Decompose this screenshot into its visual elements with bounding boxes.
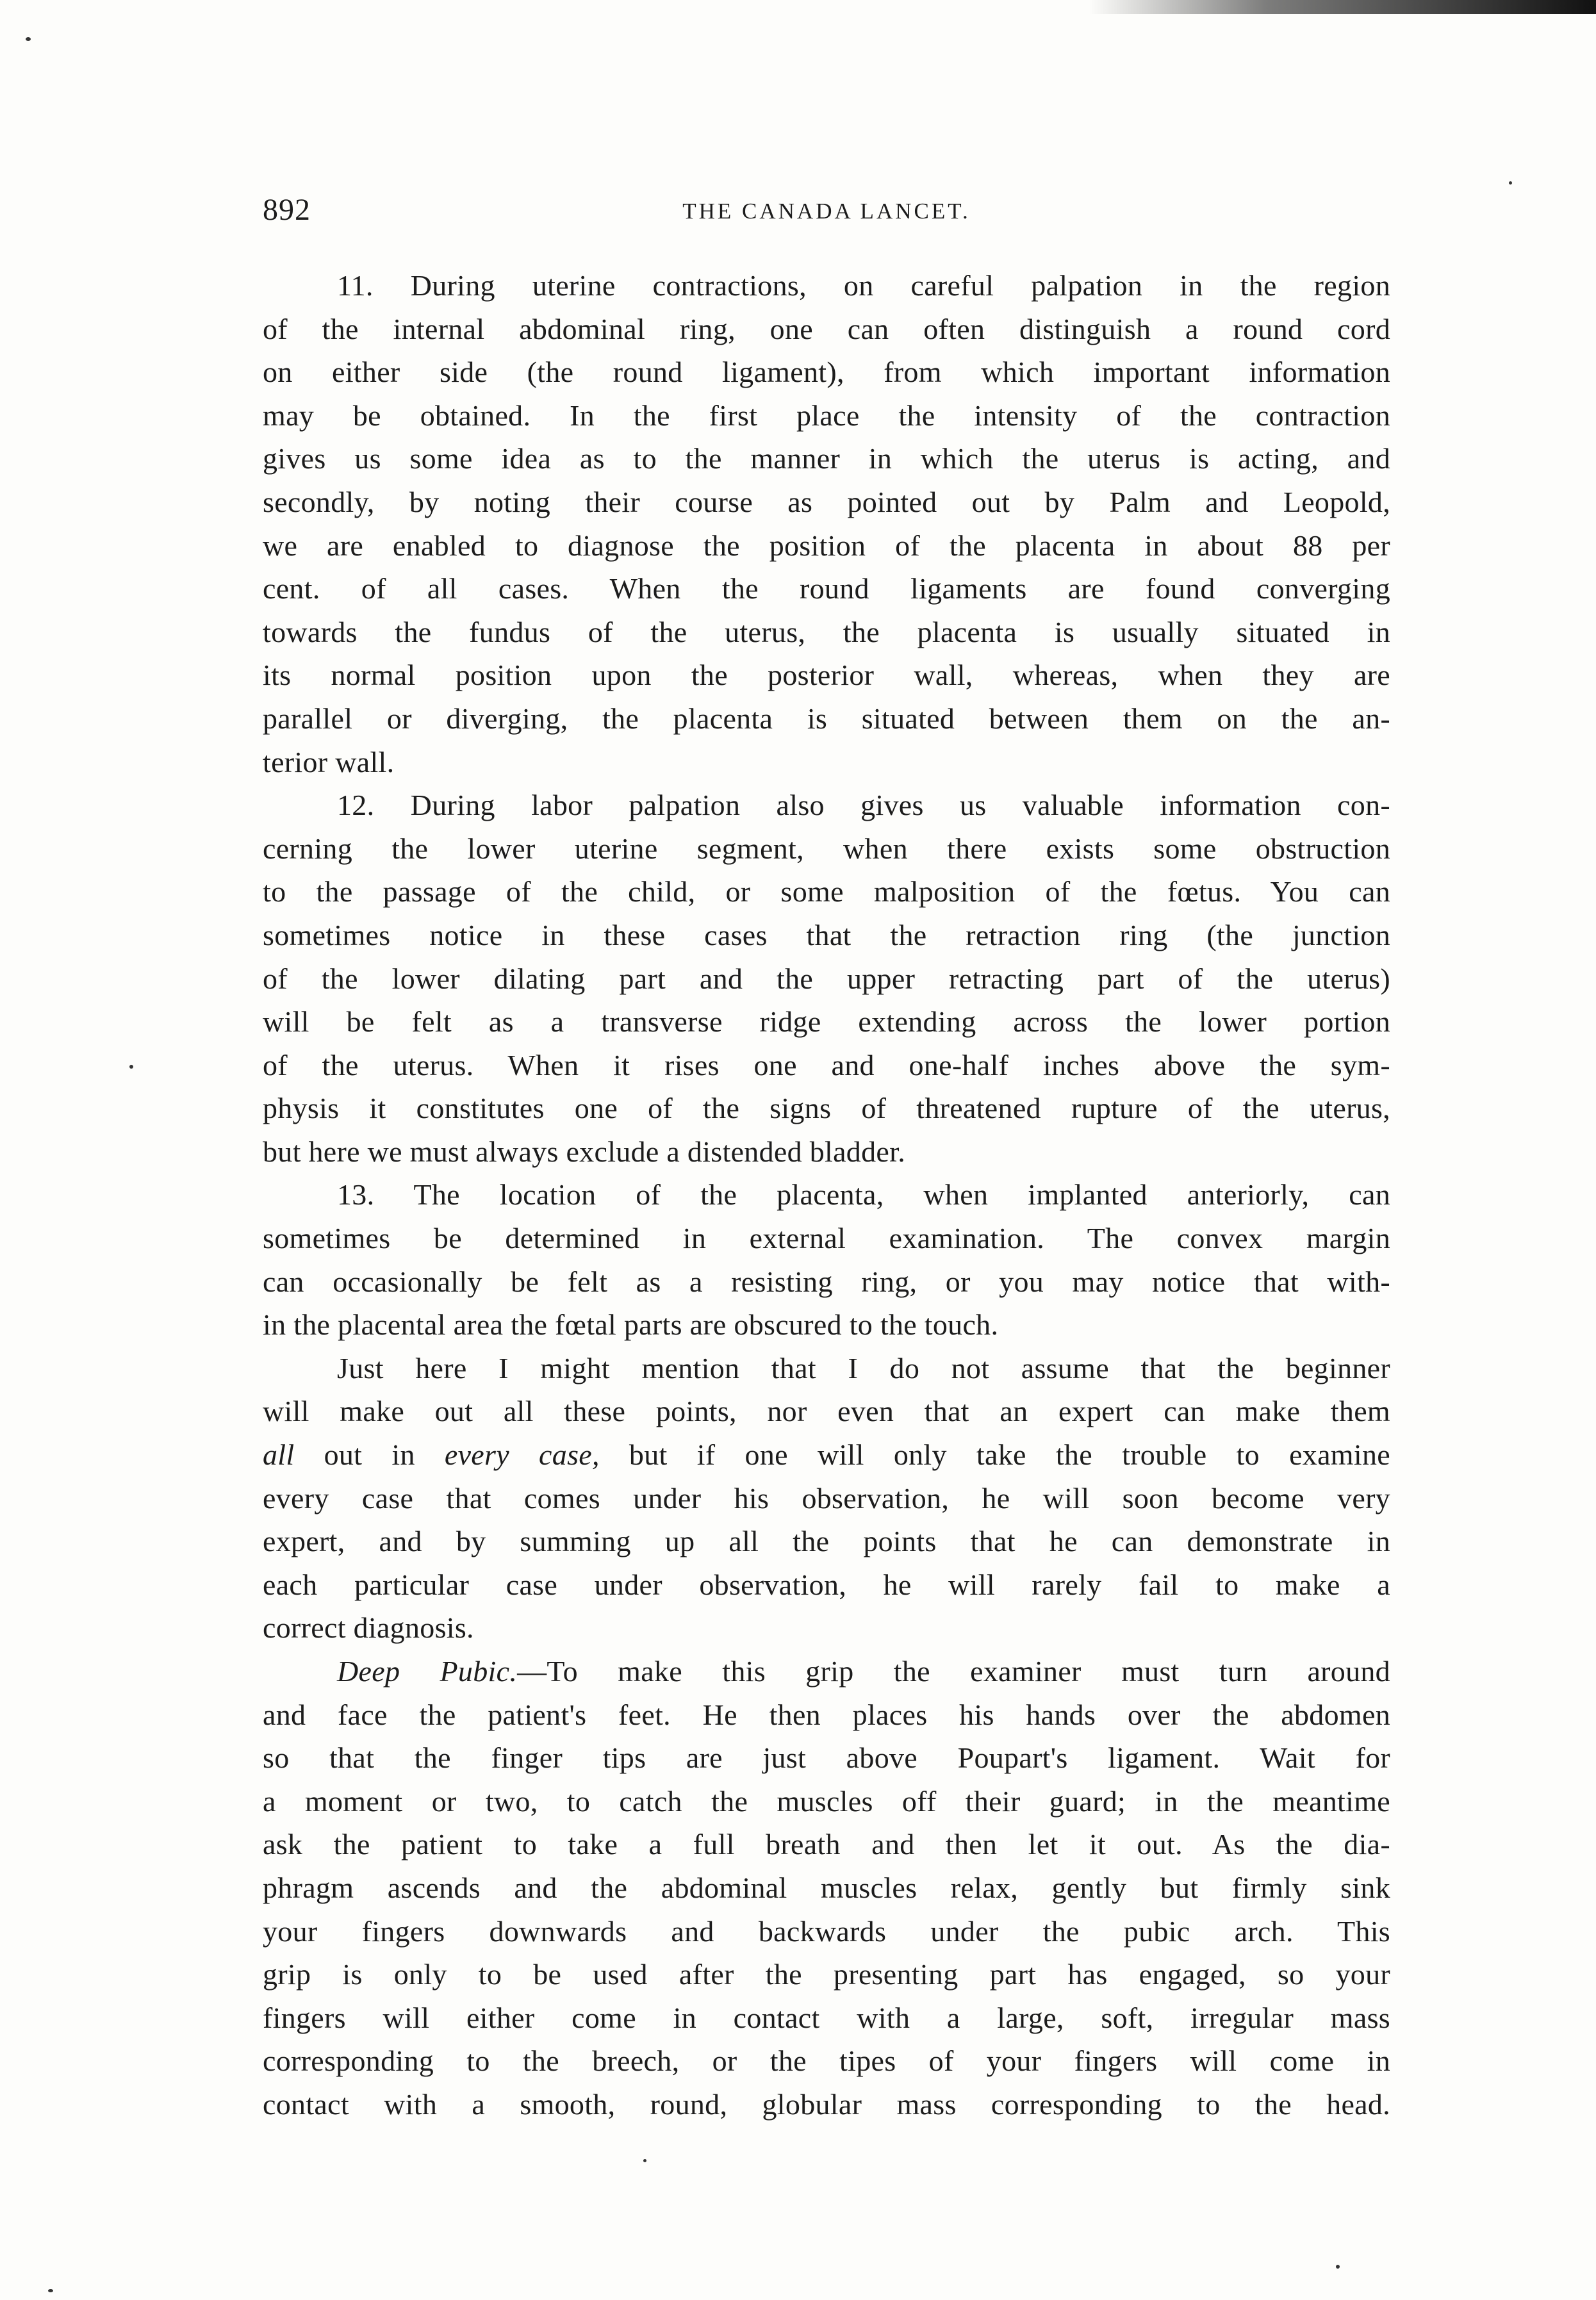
scan-speck: [129, 1065, 133, 1069]
scan-speck: [26, 37, 31, 41]
scan-speck: [48, 2289, 53, 2292]
text-line: sometimes notice in these cases that the retraction ring (the junction: [263, 918, 1390, 951]
text-line: phragm ascends and the abdominal muscles relax, gently but firmly sink: [263, 1871, 1390, 1904]
text-line: each particular case under observation, he will rarely fail to make a: [263, 1568, 1390, 1601]
text-line: we are enabled to diagnose the position of the placenta in about 88 per: [263, 529, 1390, 562]
text-line: of the lower dilating part and the upper retracting part of the uterus): [263, 962, 1390, 995]
text-run: —To make this grip the examiner must turn around: [517, 1655, 1390, 1688]
scan-speck: [643, 2159, 646, 2162]
text-line: corresponding to the breech, or the tipes of your fingers will come in: [263, 2044, 1390, 2078]
text-line: so that the finger tips are just above Poupart's ligament. Wait for: [263, 1741, 1390, 1775]
italic-run: Deep Pubic.: [337, 1655, 518, 1688]
text-line: gives us some idea as to the manner in which the uterus is acting, and: [263, 442, 1390, 475]
text-line: contact with a smooth, round, globular mass corresponding to the head.: [263, 2087, 1390, 2121]
text-line: expert, and by summing up all the points that he can demonstrate in: [263, 1525, 1390, 1558]
text-line: of the uterus. When it rises one and one-half inches above the sym-: [263, 1048, 1390, 1081]
text-line: will make out all these points, nor even that an expert can make them: [263, 1395, 1390, 1428]
text-line: cent. of all cases. When the round ligaments are found converging: [263, 572, 1390, 605]
scan-speck: [1509, 181, 1512, 185]
text-line: fingers will either come in contact with a large, soft, irregular mass: [263, 2001, 1390, 2034]
text-line: a moment or two, to catch the muscles off their guard; in the meantime: [263, 1784, 1390, 1818]
page-header: [263, 192, 1390, 237]
text-line: grip is only to be used after the presenting part has engaged, so your: [263, 1958, 1390, 1991]
text-line: 12. During labor palpation also gives us valuable information con-: [337, 789, 1390, 822]
text-line: 11. During uterine contractions, on careful palpation in the region: [337, 269, 1390, 302]
scan-speck: [1336, 2265, 1340, 2269]
text-line: ask the patient to take a full breath and then let it out. As the dia-: [263, 1828, 1390, 1861]
text-line: correct diagnosis.: [263, 1611, 474, 1645]
text-line: parallel or diverging, the placenta is situated between them on the an-: [263, 702, 1390, 735]
page-number: 892: [263, 193, 311, 227]
text-line: 13. The location of the placenta, when implanted anteriorly, can: [337, 1178, 1390, 1212]
italic-run: all: [263, 1438, 295, 1472]
text-line: physis it constitutes one of the signs of threatened rupture of the uterus,: [263, 1092, 1390, 1125]
scan-edge-rule: [1089, 0, 1596, 14]
text-line: Just here I might mention that I do not assume that the beginner: [337, 1351, 1390, 1384]
text-line: but here we must always exclude a distended bladder.: [263, 1135, 906, 1168]
text-line: to the passage of the child, or some malposition of the fœtus. You can: [263, 875, 1390, 908]
italic-run: every case,: [444, 1438, 600, 1472]
text-line: and face the patient's feet. He then places his hands over the abdomen: [263, 1698, 1390, 1731]
text-line: sometimes be determined in external examination. The convex margin: [263, 1222, 1390, 1255]
text-line: on either side (the round ligament), from which important information: [263, 356, 1390, 389]
text-line: [263, 1433, 1390, 1477]
text-line: will be felt as a transverse ridge extending across the lower portion: [263, 1005, 1390, 1039]
text-run: but if one will only take the trouble to examine: [599, 1438, 1390, 1472]
text-line: [263, 1650, 1390, 1693]
text-line: in the placental area the fœtal parts are obscured to the touch.: [263, 1308, 999, 1342]
text-line: of the internal abdominal ring, one can often distinguish a round cord: [263, 312, 1390, 345]
text-line: cerning the lower uterine segment, when there exists some obstruction: [263, 832, 1390, 865]
text-run: out in: [294, 1438, 445, 1472]
text-line: can occasionally be felt as a resisting ring, or you may notice that with-: [263, 1265, 1390, 1298]
text-line: your fingers downwards and backwards under the pubic arch. This: [263, 1914, 1390, 1948]
running-head: THE CANADA LANCET.: [682, 199, 971, 224]
text-line: terior wall.: [263, 745, 395, 778]
article-body: [263, 264, 1390, 2126]
text-line: may be obtained. In the first place the intensity of the contraction: [263, 398, 1390, 432]
text-line: its normal position upon the posterior wall, whereas, when they are: [263, 659, 1390, 692]
text-line: every case that comes under his observation, he will soon become very: [263, 1481, 1390, 1515]
text-line: towards the fundus of the uterus, the placenta is usually situated in: [263, 615, 1390, 648]
text-line: secondly, by noting their course as pointed out by Palm and Leopold,: [263, 485, 1390, 518]
